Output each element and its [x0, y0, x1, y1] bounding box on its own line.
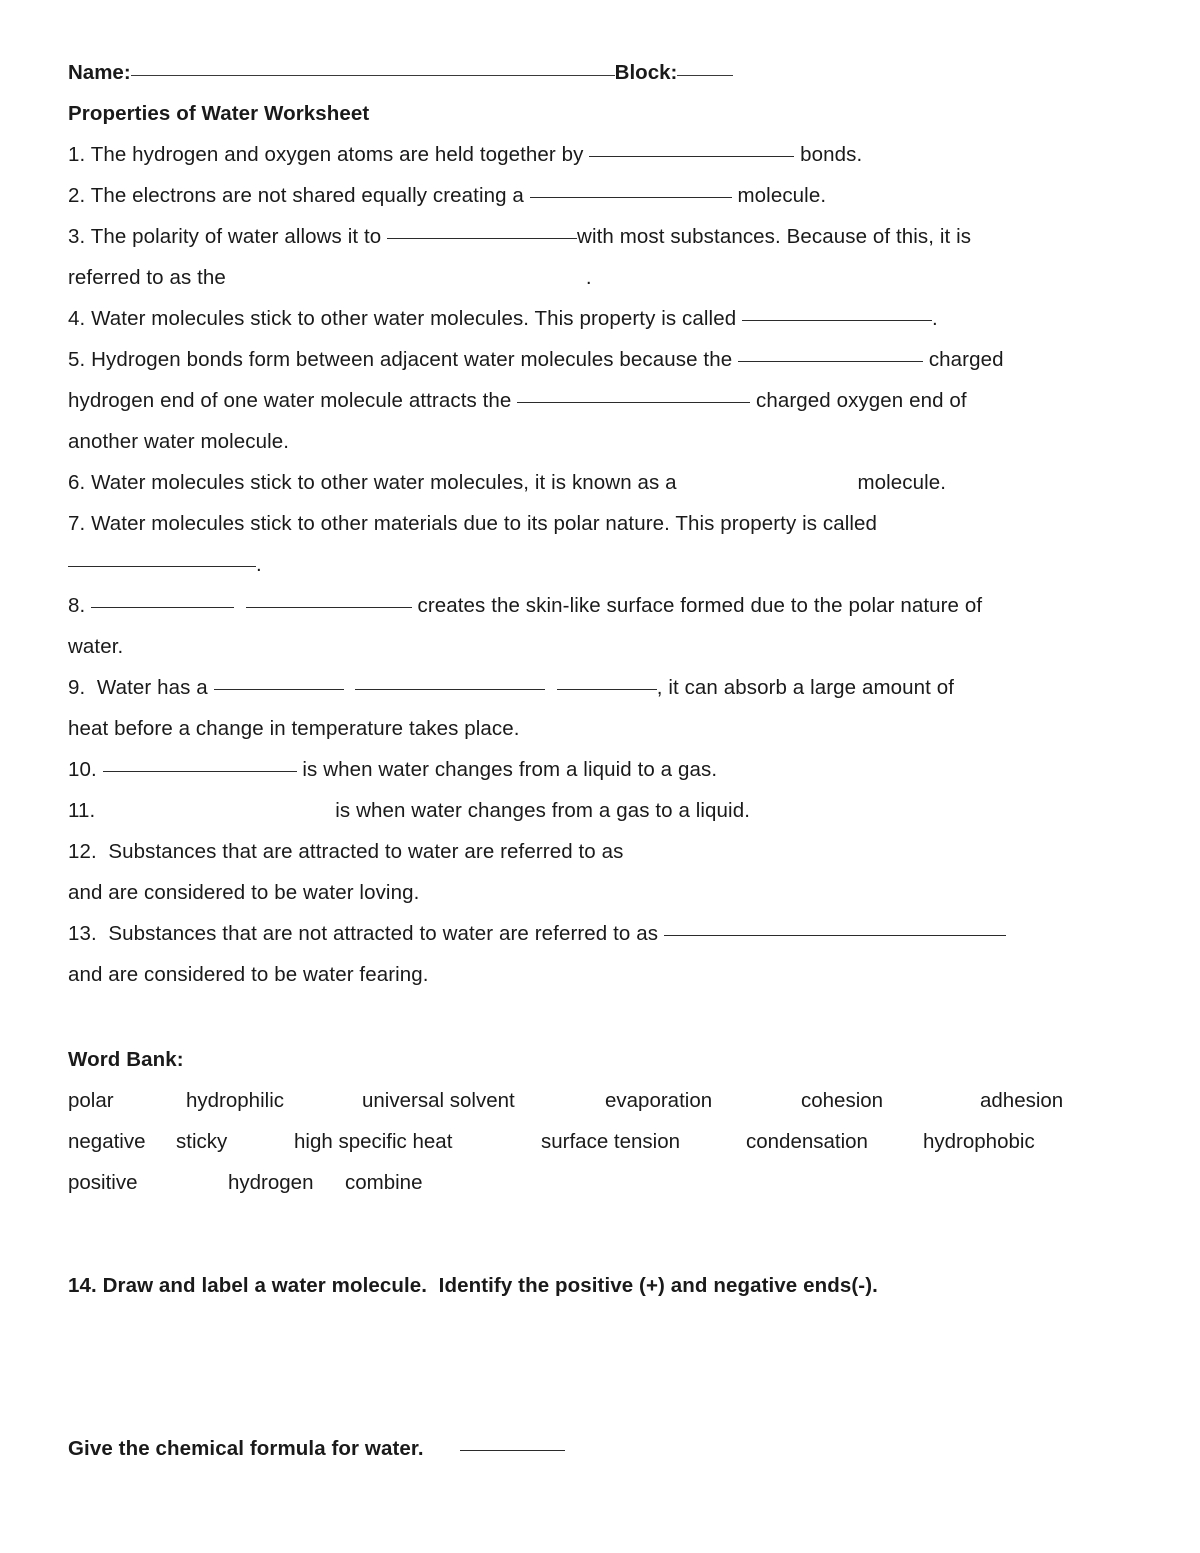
question-3-blank[interactable] [387, 238, 577, 239]
word-bank-heading: Word Bank: [68, 1048, 184, 1071]
word-bank-item: sticky [176, 1130, 228, 1153]
word-bank-item: combine [345, 1171, 423, 1194]
question-7-text-b: . [256, 553, 262, 576]
question-10-text-a: 10. [68, 758, 103, 781]
question-8 [68, 585, 1128, 626]
question-9-text-c [545, 676, 557, 699]
question-5-cont-1 [68, 380, 1128, 421]
question-9-text-a: 9. Water has a [68, 676, 214, 699]
word-bank-row-2 [68, 1121, 1128, 1162]
question-6-text-a: 6. Water molecules stick to other water molecules, it is known as a [68, 471, 683, 494]
word-bank-item: adhesion [980, 1089, 1064, 1112]
question-6 [68, 462, 1128, 503]
question-3-text-c: referred to as the [68, 266, 226, 289]
word-bank-item: universal solvent [362, 1089, 515, 1112]
word-bank-item: negative [68, 1130, 146, 1153]
word-bank-item: polar [68, 1089, 114, 1112]
question-8-text-a: 8. [68, 594, 92, 617]
question-9-blank-3[interactable] [557, 689, 657, 690]
spacer-before-q14 [68, 1203, 1128, 1265]
block-label: Block: [614, 61, 678, 84]
word-bank-item: condensation [746, 1130, 868, 1153]
word-bank-item: positive [68, 1171, 138, 1194]
spacer-before-word-bank [68, 995, 1128, 1039]
question-2-text-a: 2. The electrons are not shared equally creating a [68, 184, 530, 207]
question-5 [68, 339, 1128, 380]
question-10 [68, 749, 1128, 790]
question-1-text-b: bonds. [794, 143, 863, 166]
question-10-blank[interactable] [103, 771, 297, 772]
question-6-text-b: molecule. [857, 471, 947, 494]
question-7-blank[interactable] [68, 566, 256, 567]
question-2-blank[interactable] [530, 197, 732, 198]
question-11-text-a: 11. [68, 799, 96, 822]
question-12-cont: and are considered to be water loving. [68, 881, 420, 904]
name-label: Name: [68, 61, 131, 84]
question-4-blank[interactable] [742, 320, 932, 321]
question-9 [68, 667, 1128, 708]
question-3-text-b: with most substances. Because of this, it is [577, 225, 972, 248]
question-8-blank-2[interactable] [246, 607, 412, 608]
question-4-text-b: . [932, 307, 938, 330]
word-bank-item: high specific heat [294, 1130, 453, 1153]
word-bank-item: hydrophobic [923, 1130, 1035, 1153]
question-11-text-b: is when water changes from a gas to a liquid. [335, 799, 751, 822]
question-5-text-c: hydrogen end of one water molecule attracts the [68, 389, 518, 412]
question-9-blank-2[interactable] [355, 689, 545, 690]
question-12: 12. Substances that are attracted to water are referred to as [68, 840, 624, 863]
question-13-text-a: 13. Substances that are not attracted to water are referred to as [68, 922, 664, 945]
question-9-text-d: , it can absorb a large amount of [656, 676, 955, 699]
question-1-blank[interactable] [589, 156, 794, 157]
block-blank[interactable] [677, 75, 733, 76]
question-7: 7. Water molecules stick to other materials due to its polar nature. This property is called [68, 512, 878, 535]
question-5-text-b: charged [923, 348, 1004, 371]
word-bank-item: evaporation [605, 1089, 713, 1112]
question-10-text-b: is when water changes from a liquid to a gas. [296, 758, 718, 781]
question-5-blank-1[interactable] [738, 361, 923, 362]
question-14: 14. Draw and label a water molecule. Identify the positive (+) and negative ends(-). [68, 1274, 878, 1297]
question-8-text-b [234, 594, 246, 617]
question-9-blank-1[interactable] [214, 689, 344, 690]
question-1-text-a: 1. The hydrogen and oxygen atoms are held together by [68, 143, 590, 166]
name-block-header [68, 52, 1128, 93]
question-4 [68, 298, 1128, 339]
question-4-text-a: 4. Water molecules stick to other water molecules. This property is called [68, 307, 743, 330]
page-title: Properties of Water Worksheet [68, 102, 370, 125]
question-13-blank[interactable] [664, 935, 1006, 936]
word-bank-item: surface tension [541, 1130, 681, 1153]
word-bank-row-3 [68, 1162, 1128, 1203]
question-2-text-b: molecule. [731, 184, 827, 207]
chemical-formula-question [68, 1428, 1128, 1469]
question-11 [68, 790, 1128, 831]
question-9-text-b [344, 676, 356, 699]
question-7-blank-line [68, 544, 1128, 585]
chemical-formula-label: Give the chemical formula for water. [68, 1437, 424, 1460]
drawing-area[interactable] [68, 1306, 1128, 1428]
question-8-cont: water. [68, 635, 124, 658]
word-bank-item: hydrophilic [186, 1089, 284, 1112]
question-13-cont: and are considered to be water fearing. [68, 963, 429, 986]
question-3 [68, 216, 1128, 257]
worksheet-content [68, 52, 1128, 1469]
chemical-formula-blank[interactable] [460, 1450, 565, 1451]
word-bank-row-1 [68, 1080, 1128, 1121]
question-5-blank-2[interactable] [517, 402, 750, 403]
question-3-text-d: . [585, 266, 592, 289]
question-8-blank-1[interactable] [91, 607, 234, 608]
word-bank-item: hydrogen [228, 1171, 314, 1194]
question-5-text-d: charged oxygen end of [750, 389, 967, 412]
question-1 [68, 134, 1128, 175]
question-9-cont: heat before a change in temperature takes place. [68, 717, 520, 740]
name-blank[interactable] [131, 75, 615, 76]
question-13 [68, 913, 1128, 954]
question-5-text-a: 5. Hydrogen bonds form between adjacent water molecules because the [68, 348, 739, 371]
question-8-text-c: creates the skin-like surface formed due to the polar nature of [411, 594, 983, 617]
question-3-cont [68, 257, 1128, 298]
word-bank-item: cohesion [801, 1089, 884, 1112]
question-5-cont-2: another water molecule. [68, 430, 290, 453]
question-3-text-a: 3. The polarity of water allows it to [68, 225, 388, 248]
question-2 [68, 175, 1128, 216]
